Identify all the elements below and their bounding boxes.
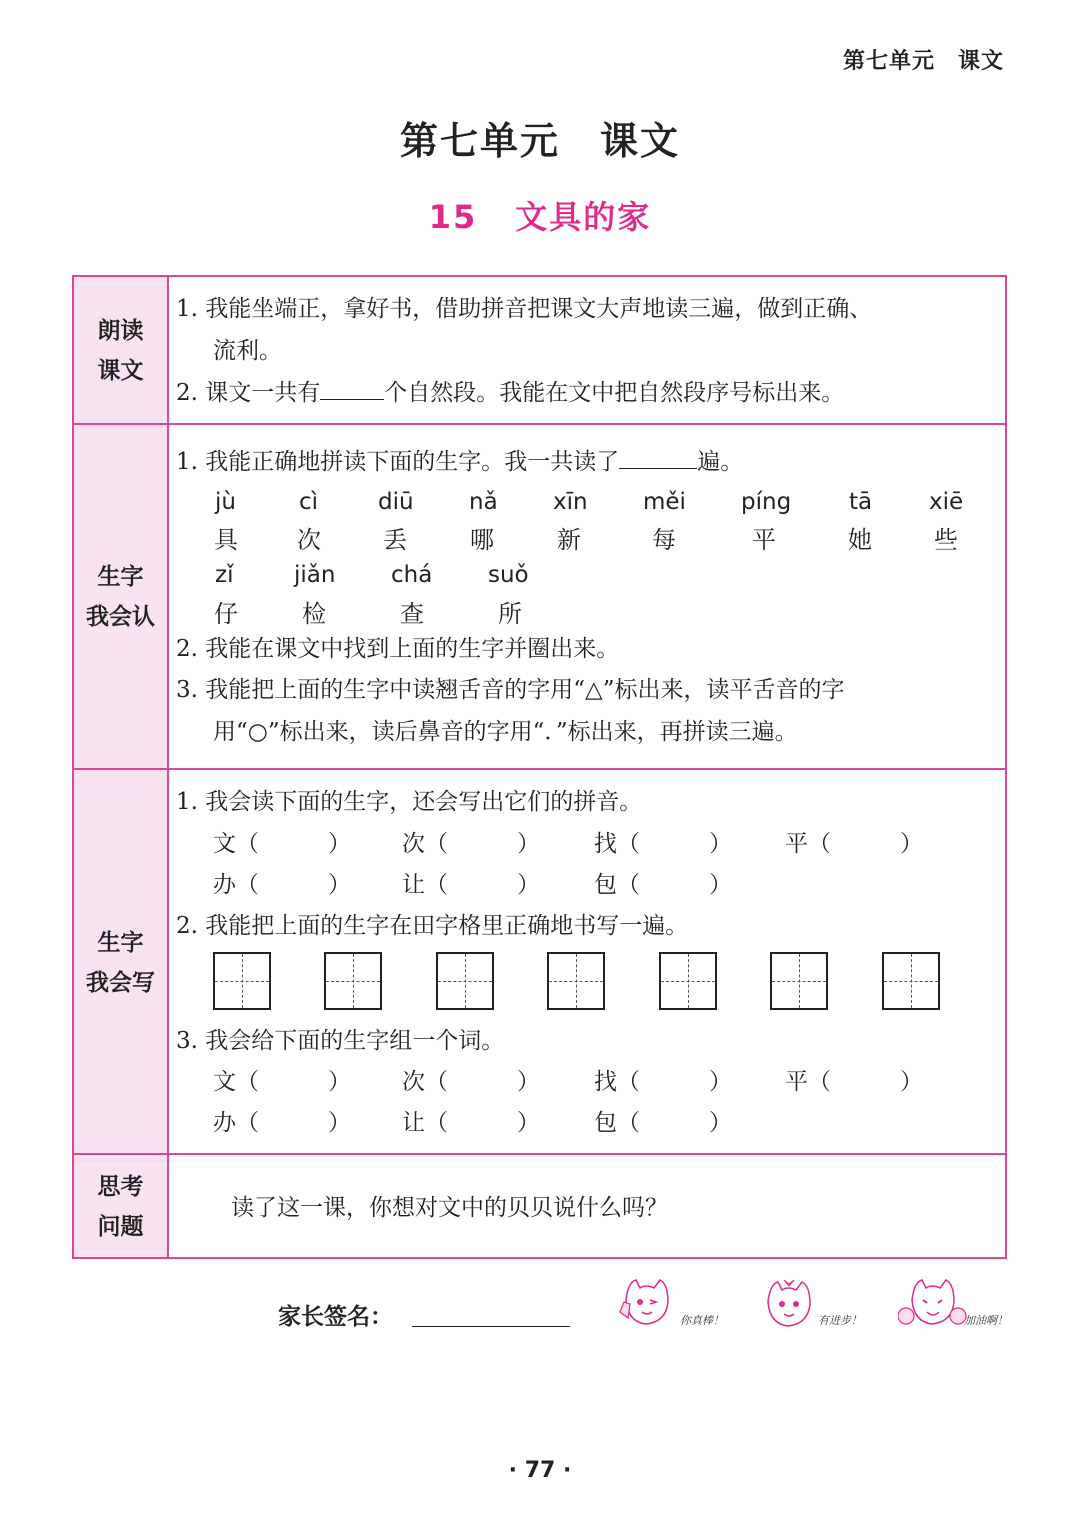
tianzige-box[interactable] — [882, 952, 940, 1010]
section-label-write: 生字 我会写 — [86, 930, 155, 996]
pinyin: píng — [741, 489, 792, 515]
lesson-name: 文具的家 — [515, 198, 652, 236]
pinyin: cì — [299, 489, 319, 515]
tianzige-box[interactable] — [213, 952, 271, 1010]
read-item-1-line-2: 流利。 — [213, 338, 282, 364]
signature-label: 家长签名： — [278, 1304, 393, 1330]
row-divider — [74, 423, 1005, 425]
read-times-blank[interactable] — [619, 446, 697, 469]
recognize-item-3-line-2: 用“○”标出来，读后鼻音的字用“．”标出来，再拼读三遍。 — [213, 719, 798, 745]
sticker-cheer — [898, 1272, 1010, 1332]
hanzi: 具 — [214, 526, 238, 554]
section-label-recognize: 生字 我会认 — [86, 564, 155, 630]
pinyin-fill-item[interactable]: 次（ ） — [402, 831, 540, 857]
read-item-2: 2. 课文一共有 个自然段。我能在文中把自然段序号标出来。 — [176, 377, 844, 408]
row-divider — [74, 768, 1005, 770]
hanzi: 所 — [498, 600, 522, 628]
word-fill-item[interactable]: 找（ ） — [594, 1069, 732, 1095]
pinyin: xīn — [553, 489, 588, 515]
recognize-item-3-line-1: 3. 我能把上面的生字中读翘舌音的字用“△”标出来，读平舌音的字 — [176, 677, 845, 703]
hanzi: 次 — [297, 526, 321, 554]
pinyin: tā — [849, 489, 873, 515]
read-item-1-line-1: 1. 我能坐端正，拿好书，借助拼音把课文大声地读三遍，做到正确、 — [176, 296, 873, 322]
sticker-text: 有进步！ — [818, 1314, 862, 1327]
pinyin-fill-item[interactable]: 文（ ） — [213, 831, 351, 857]
hanzi: 检 — [302, 600, 326, 628]
pinyin: zǐ — [215, 562, 234, 588]
pinyin-fill-item[interactable]: 平（ ） — [785, 831, 923, 857]
lesson-title — [0, 192, 1080, 238]
think-question: 读了这一课，你想对文中的贝贝说什么吗？ — [231, 1195, 668, 1221]
write-item-2: 2. 我能把上面的生字在田字格里正确地书写一遍。 — [176, 913, 689, 939]
write-item-3: 3. 我会给下面的生字组一个词。 — [176, 1028, 505, 1054]
hanzi: 些 — [934, 526, 958, 554]
tianzige-box[interactable] — [547, 952, 605, 1010]
hanzi: 她 — [848, 526, 872, 554]
hanzi: 每 — [652, 526, 676, 554]
section-label-read: 朗读 课文 — [97, 318, 144, 384]
word-fill-item[interactable]: 办（ ） — [213, 1110, 351, 1136]
pinyin: měi — [643, 489, 686, 515]
sticker-great — [616, 1272, 728, 1332]
hanzi: 平 — [752, 526, 776, 554]
word-fill-item[interactable]: 包（ ） — [594, 1110, 732, 1136]
pinyin: nǎ — [469, 489, 498, 515]
sticker-text: 你真棒！ — [680, 1314, 724, 1327]
recognize-item-2: 2. 我能在课文中找到上面的生字并圈出来。 — [176, 636, 620, 662]
lesson-number: 15 — [428, 198, 478, 236]
paragraph-count-blank[interactable] — [320, 377, 384, 400]
tianzige-box[interactable] — [770, 952, 828, 1010]
word-fill-item[interactable]: 次（ ） — [402, 1069, 540, 1095]
pinyin: xiē — [929, 489, 964, 515]
word-fill-item[interactable]: 文（ ） — [213, 1069, 351, 1095]
write-item-1: 1. 我会读下面的生字，还会写出它们的拼音。 — [176, 789, 643, 815]
hanzi: 查 — [400, 600, 424, 628]
signature-line[interactable] — [412, 1326, 570, 1327]
pinyin: suǒ — [488, 562, 529, 588]
word-fill-item[interactable]: 让（ ） — [402, 1110, 540, 1136]
tianzige-box[interactable] — [659, 952, 717, 1010]
pinyin-fill-item[interactable]: 包（ ） — [594, 872, 732, 898]
pinyin: diū — [378, 489, 414, 515]
recognize-item-1: 1. 我能正确地拼读下面的生字。我一共读了 遍。 — [176, 446, 743, 477]
pinyin-fill-item[interactable]: 办（ ） — [213, 872, 351, 898]
hanzi: 仔 — [214, 600, 238, 628]
sticker-text: 加油啊！ — [964, 1314, 1008, 1327]
section-label-think: 思考 问题 — [97, 1174, 144, 1240]
pinyin-fill-item[interactable]: 找（ ） — [594, 831, 732, 857]
sticker-progress — [758, 1272, 870, 1332]
hanzi: 哪 — [470, 526, 494, 554]
hanzi: 丢 — [383, 526, 407, 554]
pinyin: jù — [215, 489, 236, 515]
row-divider — [74, 1153, 1005, 1155]
worksheet-table — [72, 275, 1007, 1259]
pinyin: jiǎn — [294, 562, 336, 588]
tianzige-box[interactable] — [324, 952, 382, 1010]
page-number: · 77 · — [508, 1458, 572, 1483]
word-fill-item[interactable]: 平（ ） — [785, 1069, 923, 1095]
running-header: 第七单元 课文 — [842, 49, 1004, 74]
hanzi: 新 — [557, 526, 581, 554]
pinyin-fill-item[interactable]: 让（ ） — [402, 872, 540, 898]
unit-title: 第七单元 课文 — [399, 119, 680, 163]
pinyin: chá — [391, 562, 433, 588]
tianzige-box[interactable] — [436, 952, 494, 1010]
